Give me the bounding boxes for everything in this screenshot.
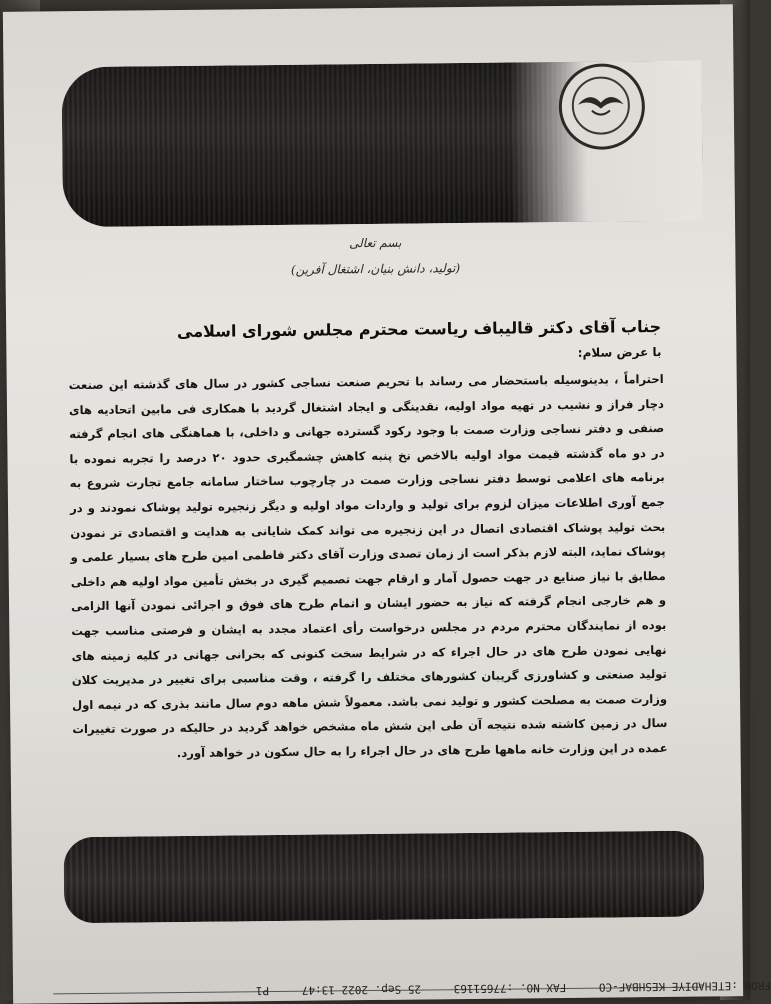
letterfoot-band — [63, 831, 704, 924]
bird-icon — [576, 88, 626, 119]
fax-sender: FROM :ETEHADIYE KESHBAF-CO — [598, 978, 771, 994]
letter-page — [3, 4, 771, 1004]
fax-page: P1 — [255, 984, 270, 998]
bismillah-line: بسم تعالی — [349, 235, 402, 251]
fax-datetime: 25 Sep. 2022 13:47 — [301, 982, 422, 997]
fax-number: FAX NO. :77651163 — [453, 981, 567, 996]
letter-body: احتراماً ، بدینوسیله باستحضار می رساند با تحریم صنعت نساجی کشور در سال های گذشته این صنعت دچار فراز و نشیب در تهیه مواد اولیه، نقدینگی و ایجاد اشتغال گردید با همکاری فی مابین اتحادیه های صنفی و دفتر نساجی وزارت صمت با وجود رکود گسترده جهانی و داخلی، با هماهنگی های انجام گرفته در دو ماه گذشته قیمت مواد اولیه بالاخص نخ پنبه کاهش چشمگیری حدود ۲۰ درصد را تجربه نموده با برنامه های اعلامی توسط دفتر نساجی وزارت صمت در چارچوب ساختار سامانه جامع تجارت شروع به جمع آوری اطلاعات میزان لزوم برای تولید و واردات مواد اولیه و دیگر زنجیره تولید پوشاک نمودند و در بحث تولید پوشاک اقتصادی اتصال در این زنجیره می تواند کمک شایانی به هدایت و اقتصادی تر نمودن پوشاک نماید، البته لازم بذکر است از زمان تصدی وزارت آقای دکتر فاطمی امین طرح های بسیار علمی و مطابق با نیاز صنایع در جهت حصول آمار و ارقام جهت تصمیم گیری در بخش تأمین مواد اولیه هم داخلی و هم خارجی انجام گرفته که نیاز به حضور ایشان و اتمام طرح های فوق و اجرائی نمودن آنها الزامی بوده از نمایندگان محترم مردم در مجلس درخواست رأی اعتماد مجدد به ایشان و فرصتی مناسب جهت نهایی نمودن طرح های در حال اجراء که در شرایط سخت کنونی که بحرانی جهانی در کلیه زمینه های تولید صنعتی و کشاورزی گریبان کشورهای مختلف را گرفته ، وقت مناسبی برای تغییر در مدیریت کلان وزارت صمت به مصلحت کشور و تولید نمی باشد. معمولاً شش ماهه دوم سال مانند بذری که در نیمه اول سال در زمین کاشته شده نتیجه آن طی این شش ماه مشخص خواهد گردید در حالیکه در صورت تغییرات عمده در این وزارت خانه ماهها طرح های در حال اجراء را به حال سکون در خواهد آورد. — [68, 371, 668, 760]
letter-greeting: با عرض سلام: — [577, 344, 662, 360]
motto-line: (تولید، دانش بنیان، اشتغال آفرین) — [290, 261, 461, 277]
letter-title: جناب آقای دکتر قالیباف ریاست محترم مجلس شورای اسلامی — [176, 316, 662, 342]
fax-header-line — [71, 972, 771, 999]
organization-logo — [558, 63, 645, 150]
